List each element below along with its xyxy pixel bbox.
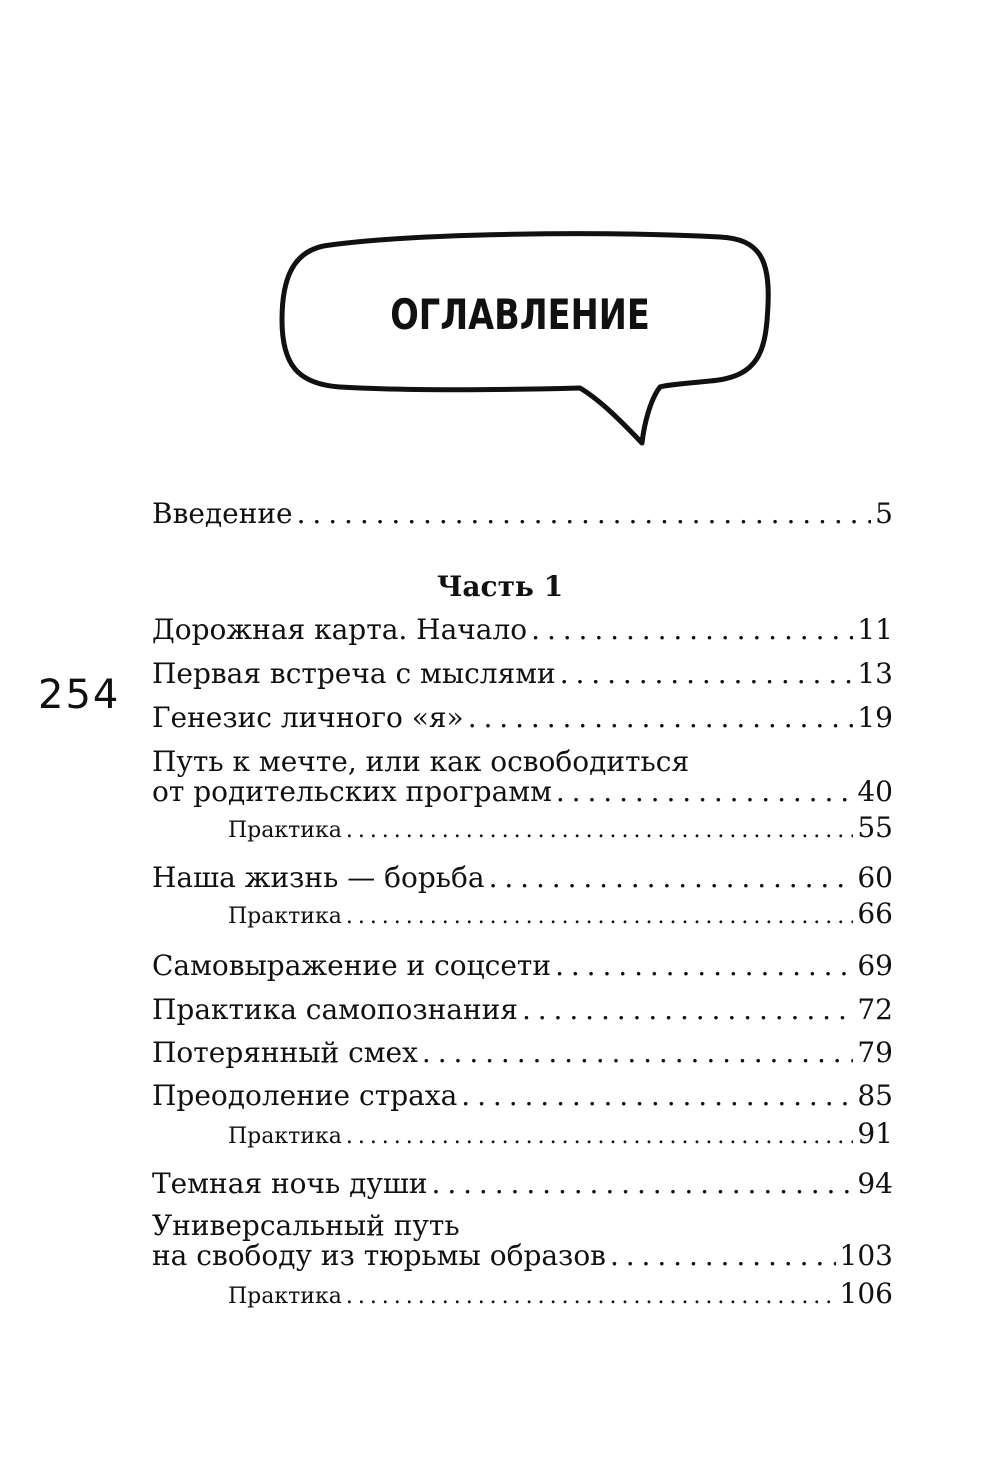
toc-entry-label: Наша жизнь — борьба — [152, 861, 485, 894]
dot-leader — [422, 1037, 853, 1069]
dot-leader — [560, 658, 854, 690]
toc-entry-label: Практика — [228, 1284, 342, 1309]
toc-subentry[interactable] — [228, 812, 893, 847]
toc-entry-label: Генезис личного «я» — [152, 701, 464, 734]
toc-entry-label: на свободу из тюрьмы образов — [152, 1239, 606, 1272]
dot-leader — [346, 901, 854, 933]
toc-entry-page: 11 — [857, 613, 893, 646]
toc-entry-label: Потерянный смех — [152, 1036, 418, 1069]
part-heading: Часть 1 — [436, 570, 564, 603]
toc-entry-intro[interactable] — [152, 498, 893, 530]
toc-entry-page: 79 — [857, 1036, 893, 1069]
toc-entry-page: 55 — [857, 811, 893, 844]
toc-entry[interactable] — [152, 1037, 893, 1069]
toc-entry-label: Самовыражение и соцсети — [152, 949, 552, 982]
toc-entry-page: 72 — [857, 993, 893, 1026]
toc-entry[interactable] — [152, 658, 893, 690]
toc-entry[interactable] — [152, 1168, 893, 1200]
dot-leader — [346, 1121, 854, 1153]
toc-entry-page: 91 — [857, 1117, 893, 1150]
page-number: 254 — [38, 672, 121, 718]
toc-entry-page: 106 — [839, 1277, 893, 1310]
toc-entry-label-line1: Универсальный путь — [152, 1209, 460, 1242]
toc-entry-page: 5 — [875, 497, 893, 530]
dot-leader — [432, 1168, 854, 1200]
dot-leader — [297, 498, 872, 530]
toc-entry-page: 19 — [857, 701, 893, 734]
toc-entry-label: Дорожная карта. Начало — [152, 613, 528, 646]
toc-subentry[interactable] — [228, 1118, 893, 1153]
dot-leader — [489, 862, 854, 894]
dot-leader — [556, 776, 854, 808]
toc-entry[interactable] — [152, 776, 893, 808]
toc-entry[interactable] — [152, 950, 893, 982]
toc-subentry[interactable] — [228, 1278, 893, 1313]
toc-entry-label: Преодоление страха — [152, 1079, 458, 1112]
toc-entry-page: 85 — [857, 1079, 893, 1112]
dot-leader — [346, 1281, 836, 1313]
dot-leader — [522, 994, 853, 1026]
toc-entry-page: 40 — [857, 775, 893, 808]
toc-entry[interactable] — [152, 702, 893, 734]
dot-leader — [461, 1080, 853, 1112]
toc-entry-page: 66 — [857, 897, 893, 930]
toc-entry[interactable] — [152, 862, 893, 894]
toc-entry[interactable] — [152, 614, 893, 646]
speech-bubble-icon — [270, 225, 780, 460]
toc-entry-page: 103 — [839, 1239, 893, 1272]
toc-entry-page: 60 — [857, 861, 893, 894]
toc-entry-label: Темная ночь души — [152, 1167, 428, 1200]
toc-entry-label: Практика — [228, 904, 342, 929]
page-title: ОГЛАВЛЕНИЕ — [390, 290, 650, 339]
dot-leader — [531, 614, 853, 646]
toc-entry-label: Введение — [152, 497, 293, 530]
dot-leader — [610, 1240, 836, 1272]
toc-entry-label: Практика самопознания — [152, 993, 518, 1026]
toc-entry-label: Практика — [228, 1124, 342, 1149]
toc-entry-label-line1: Путь к мечте, или как освободиться — [152, 745, 690, 778]
toc-entry-label: Практика — [228, 818, 342, 843]
toc-subentry[interactable] — [228, 898, 893, 933]
toc-entry-page: 13 — [857, 657, 893, 690]
dot-leader — [555, 950, 853, 982]
toc-entry-label: Первая встреча с мыслями — [152, 657, 556, 690]
toc-entry[interactable] — [152, 994, 893, 1026]
toc-entry[interactable] — [152, 1080, 893, 1112]
toc-entry-label: от родительских программ — [152, 775, 552, 808]
dot-leader — [468, 702, 854, 734]
toc-entry-page: 69 — [857, 949, 893, 982]
dot-leader — [346, 815, 854, 847]
toc-entry-page: 94 — [857, 1167, 893, 1200]
toc-entry[interactable] — [152, 1240, 893, 1272]
